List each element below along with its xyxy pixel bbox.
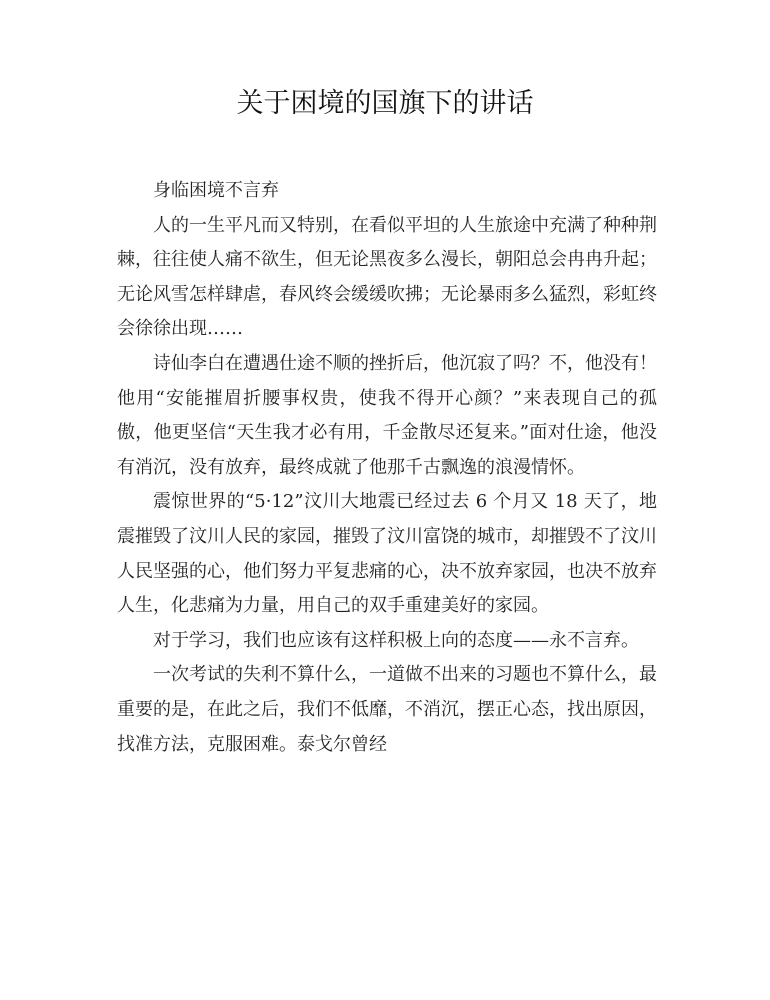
paragraph: 震惊世界的“5·12”汶川大地震已经过去 6 个月又 18 天了，地震摧毁了汶川人民的家园，摧毁了汶川富饶的城市，却摧毁不了汶川人民坚强的心，他们努力平复悲痛的心，决不放弃家园，也决不放弃人生，化悲痛为力量，用自己的双手重建美好的家园。 [117,491,657,617]
paragraph-subtitle: 身临困境不言弃 [153,180,279,201]
paragraph: 一次考试的失利不算什么，一道做不出来的习题也不算什么，最重要的是，在此之后，我们不低靡，不消沉，摆正心态，找出原因，找准方法，克服困难。泰戈尔曾经 [117,664,657,755]
paragraph: 人的一生平凡而又特别，在看似平坦的人生旅途中充满了种种荆棘，往往使人痛不欲生，但无论黑夜多么漫长，朝阳总会冉冉升起；无论风雪怎样肆虐，春风终会缓缓吹拂；无论暴雨多么猛烈，彩虹终会徐徐出现…… [117,214,657,340]
document-body [117,174,657,762]
paragraph: 诗仙李白在遭遇仕途不顺的挫折后，他沉寂了吗？不，他没有！他用“安能摧眉折腰事权贵，使我不得开心颜？”来表现自己的孤傲，他更坚信“天生我才必有用，千金散尽还复来。”面对仕途，他没有消沉，没有放弃，最终成就了他那千古飘逸的浪漫情怀。 [117,352,657,478]
document-title: 关于困境的国旗下的讲话 [236,88,534,119]
paragraph: 对于学习，我们也应该有这样积极上向的态度——永不言弃。 [153,629,639,651]
